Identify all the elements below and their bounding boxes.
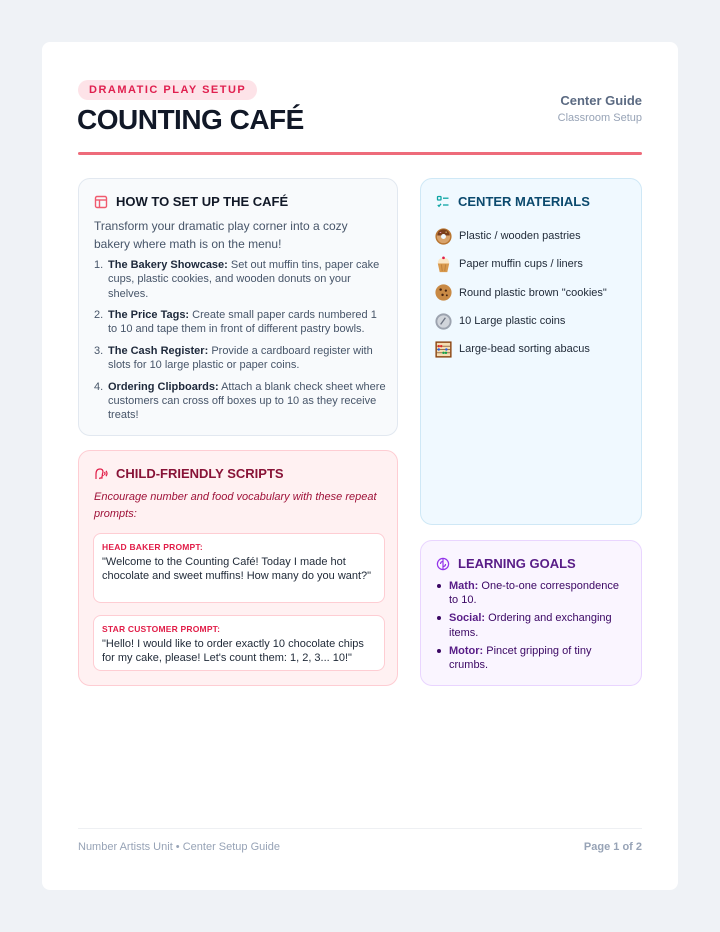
script-prompt bbox=[93, 615, 385, 671]
scripts-heading-text: CHILD-FRIENDLY SCRIPTS bbox=[116, 466, 284, 481]
document-page bbox=[42, 42, 678, 890]
cookie-icon bbox=[434, 283, 453, 302]
brain-icon bbox=[436, 557, 450, 571]
setup-step: 1. The Bakery Showcase: Set out muffin tins, paper cake cups, plastic cookies, and wooden donuts on your shelves. bbox=[94, 259, 380, 300]
goals-list bbox=[435, 579, 631, 676]
material-item: Paper muffin cups / liners bbox=[434, 250, 607, 278]
goal-item: Math: One-to-one correspondence to 10. bbox=[435, 579, 631, 607]
guide-title: Center Guide bbox=[560, 93, 642, 108]
goals-card bbox=[420, 540, 642, 686]
setup-steps bbox=[94, 258, 386, 430]
script-prompt bbox=[93, 533, 385, 603]
material-item: Plastic / wooden pastries bbox=[434, 222, 607, 250]
materials-heading bbox=[436, 194, 590, 209]
prompt-label: STAR CUSTOMER PROMPT: bbox=[102, 624, 221, 634]
page-number: Page 1 of 2 bbox=[583, 841, 642, 853]
scripts-heading bbox=[94, 466, 284, 481]
category-badge: DRAMATIC PLAY SETUP bbox=[78, 80, 257, 100]
page-title: COUNTING CAFÉ bbox=[77, 104, 304, 135]
header-divider bbox=[78, 152, 642, 155]
setup-step: 3. The Cash Register: Provide a cardboard register with slots for 10 large plastic or paper coins. bbox=[94, 344, 373, 372]
goal-item: Social: Ordering and exchanging items. bbox=[435, 611, 631, 639]
scripts-card bbox=[78, 450, 398, 686]
goal-item: Motor: Pincet gripping of tiny crumbs. bbox=[435, 644, 631, 672]
material-item: Round plastic brown "cookies" bbox=[434, 279, 607, 307]
cupcake-icon bbox=[434, 255, 453, 274]
goals-heading-text: LEARNING GOALS bbox=[458, 556, 576, 571]
material-item: Large-bead sorting abacus bbox=[434, 335, 607, 363]
setup-step: 4. Ordering Clipboards: Attach a blank check sheet where customers can cross off boxes up to 10 as they receive treats! bbox=[94, 380, 386, 422]
footer-divider bbox=[78, 828, 642, 829]
materials-card bbox=[420, 178, 642, 525]
prompt-text: "Hello! I would like to order exactly 10 chocolate chips for my cake, please! Let's count them: 1, 2, 3... 10!" bbox=[102, 638, 364, 665]
materials-list bbox=[434, 222, 607, 363]
setup-card bbox=[78, 178, 398, 436]
footer-unit-label: Number Artists Unit • Center Setup Guide bbox=[78, 841, 280, 853]
setup-intro: Transform your dramatic play corner into a cozy bakery where math is on the menu! bbox=[94, 219, 348, 251]
materials-heading-text: CENTER MATERIALS bbox=[458, 194, 590, 209]
setup-step: 2. The Price Tags: Create small paper cards numbered 1 to 10 and tape them in front of different pastry bowls. bbox=[94, 309, 377, 336]
prompt-label: HEAD BAKER PROMPT: bbox=[102, 542, 203, 552]
checklist-icon bbox=[436, 195, 450, 209]
prompt-text: "Welcome to the Counting Café! Today I made hot chocolate and sweet muffins! How many do you want?" bbox=[102, 556, 372, 583]
donut-icon bbox=[434, 227, 453, 246]
scripts-intro: Encourage number and food vocabulary with these repeat prompts: bbox=[94, 491, 377, 520]
material-item: 10 Large plastic coins bbox=[434, 307, 607, 335]
layout-icon bbox=[94, 195, 108, 209]
guide-subtitle: Classroom Setup bbox=[557, 112, 642, 124]
abacus-icon bbox=[434, 340, 453, 359]
speaking-head-icon bbox=[94, 467, 108, 481]
setup-heading bbox=[94, 194, 288, 209]
coin-icon bbox=[434, 312, 453, 331]
goals-heading bbox=[436, 556, 576, 571]
setup-heading-text: HOW TO SET UP THE CAFÉ bbox=[116, 194, 289, 209]
guide-label bbox=[558, 93, 642, 124]
